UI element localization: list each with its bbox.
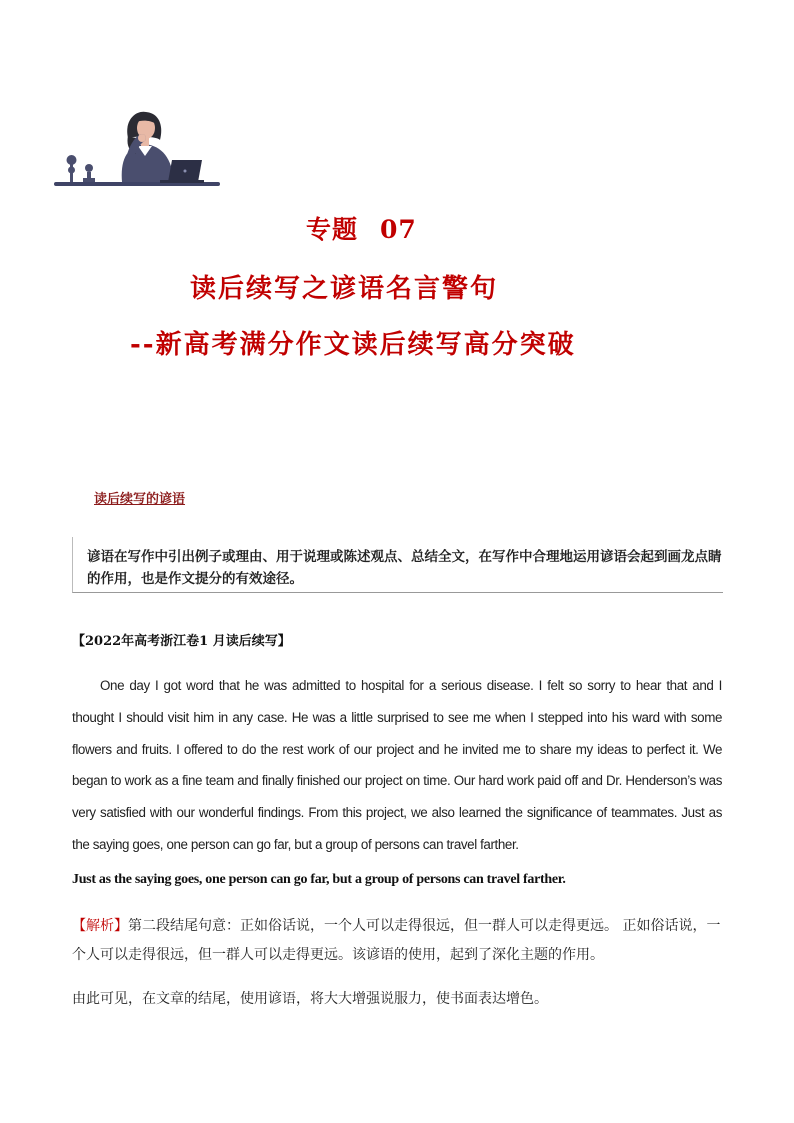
- analysis-tag: 【解析】: [72, 918, 128, 934]
- title-sub: --新高考满分作文读后续写高分突破: [130, 330, 576, 360]
- exam-heading: 【2022年高考浙江卷1 月读后续写】: [72, 634, 291, 649]
- title-topic: [306, 210, 417, 246]
- callout-box: [72, 537, 723, 593]
- example-passage: [72, 670, 722, 861]
- section-label: 读后续写的谚语: [94, 492, 186, 507]
- callout-text: 谚语在写作中引出例子或理由、用于说理或陈述观点、总结全文，在写作中合理地运用谚语会起到画龙点睛的作用，也是作文提分的有效途径。: [87, 549, 722, 587]
- passage-text: One day I got word that he was admitted to hospital for a serious disease. I felt so sorry to hear that and I thought I should visit him in any case. He was a little surprised to see me when I stepped into his ward with some flowers and fruits. I offered to do the rest work of our project and he invited me to share my ideas to perfect it. We began to work as a fine team and finally finished our project on time. Our hard work paid off and Dr. Henderson’s was very satisfied with our wonderful findings. From this project, we also learned the significance of teammates. Just as the saying goes, one person can go far, but a group of persons can travel farther.: [72, 678, 722, 852]
- title-main: 读后续写之谚语名言警句: [190, 274, 499, 304]
- conclusion-text: 由此可见，在文章的结尾，使用谚语，将大大增强说服力，使书面表达增色。: [72, 991, 548, 1007]
- highlight-sentence: Just as the saying goes, one person can go far, but a group of persons can travel farther.: [72, 872, 566, 887]
- woman-at-desk-illustration: [50, 110, 225, 190]
- analysis-paragraph: [72, 912, 724, 970]
- title-number: 07: [380, 215, 417, 244]
- title-prefix: 专题: [306, 215, 359, 244]
- analysis-text: 第二段结尾句意：正如俗话说，一个人可以走得很远，但一群人可以走得更远。 正如俗话说，一个人可以走得很远，但一群人可以走得更远。该谚语的使用，起到了深化主题的作用。: [72, 918, 721, 963]
